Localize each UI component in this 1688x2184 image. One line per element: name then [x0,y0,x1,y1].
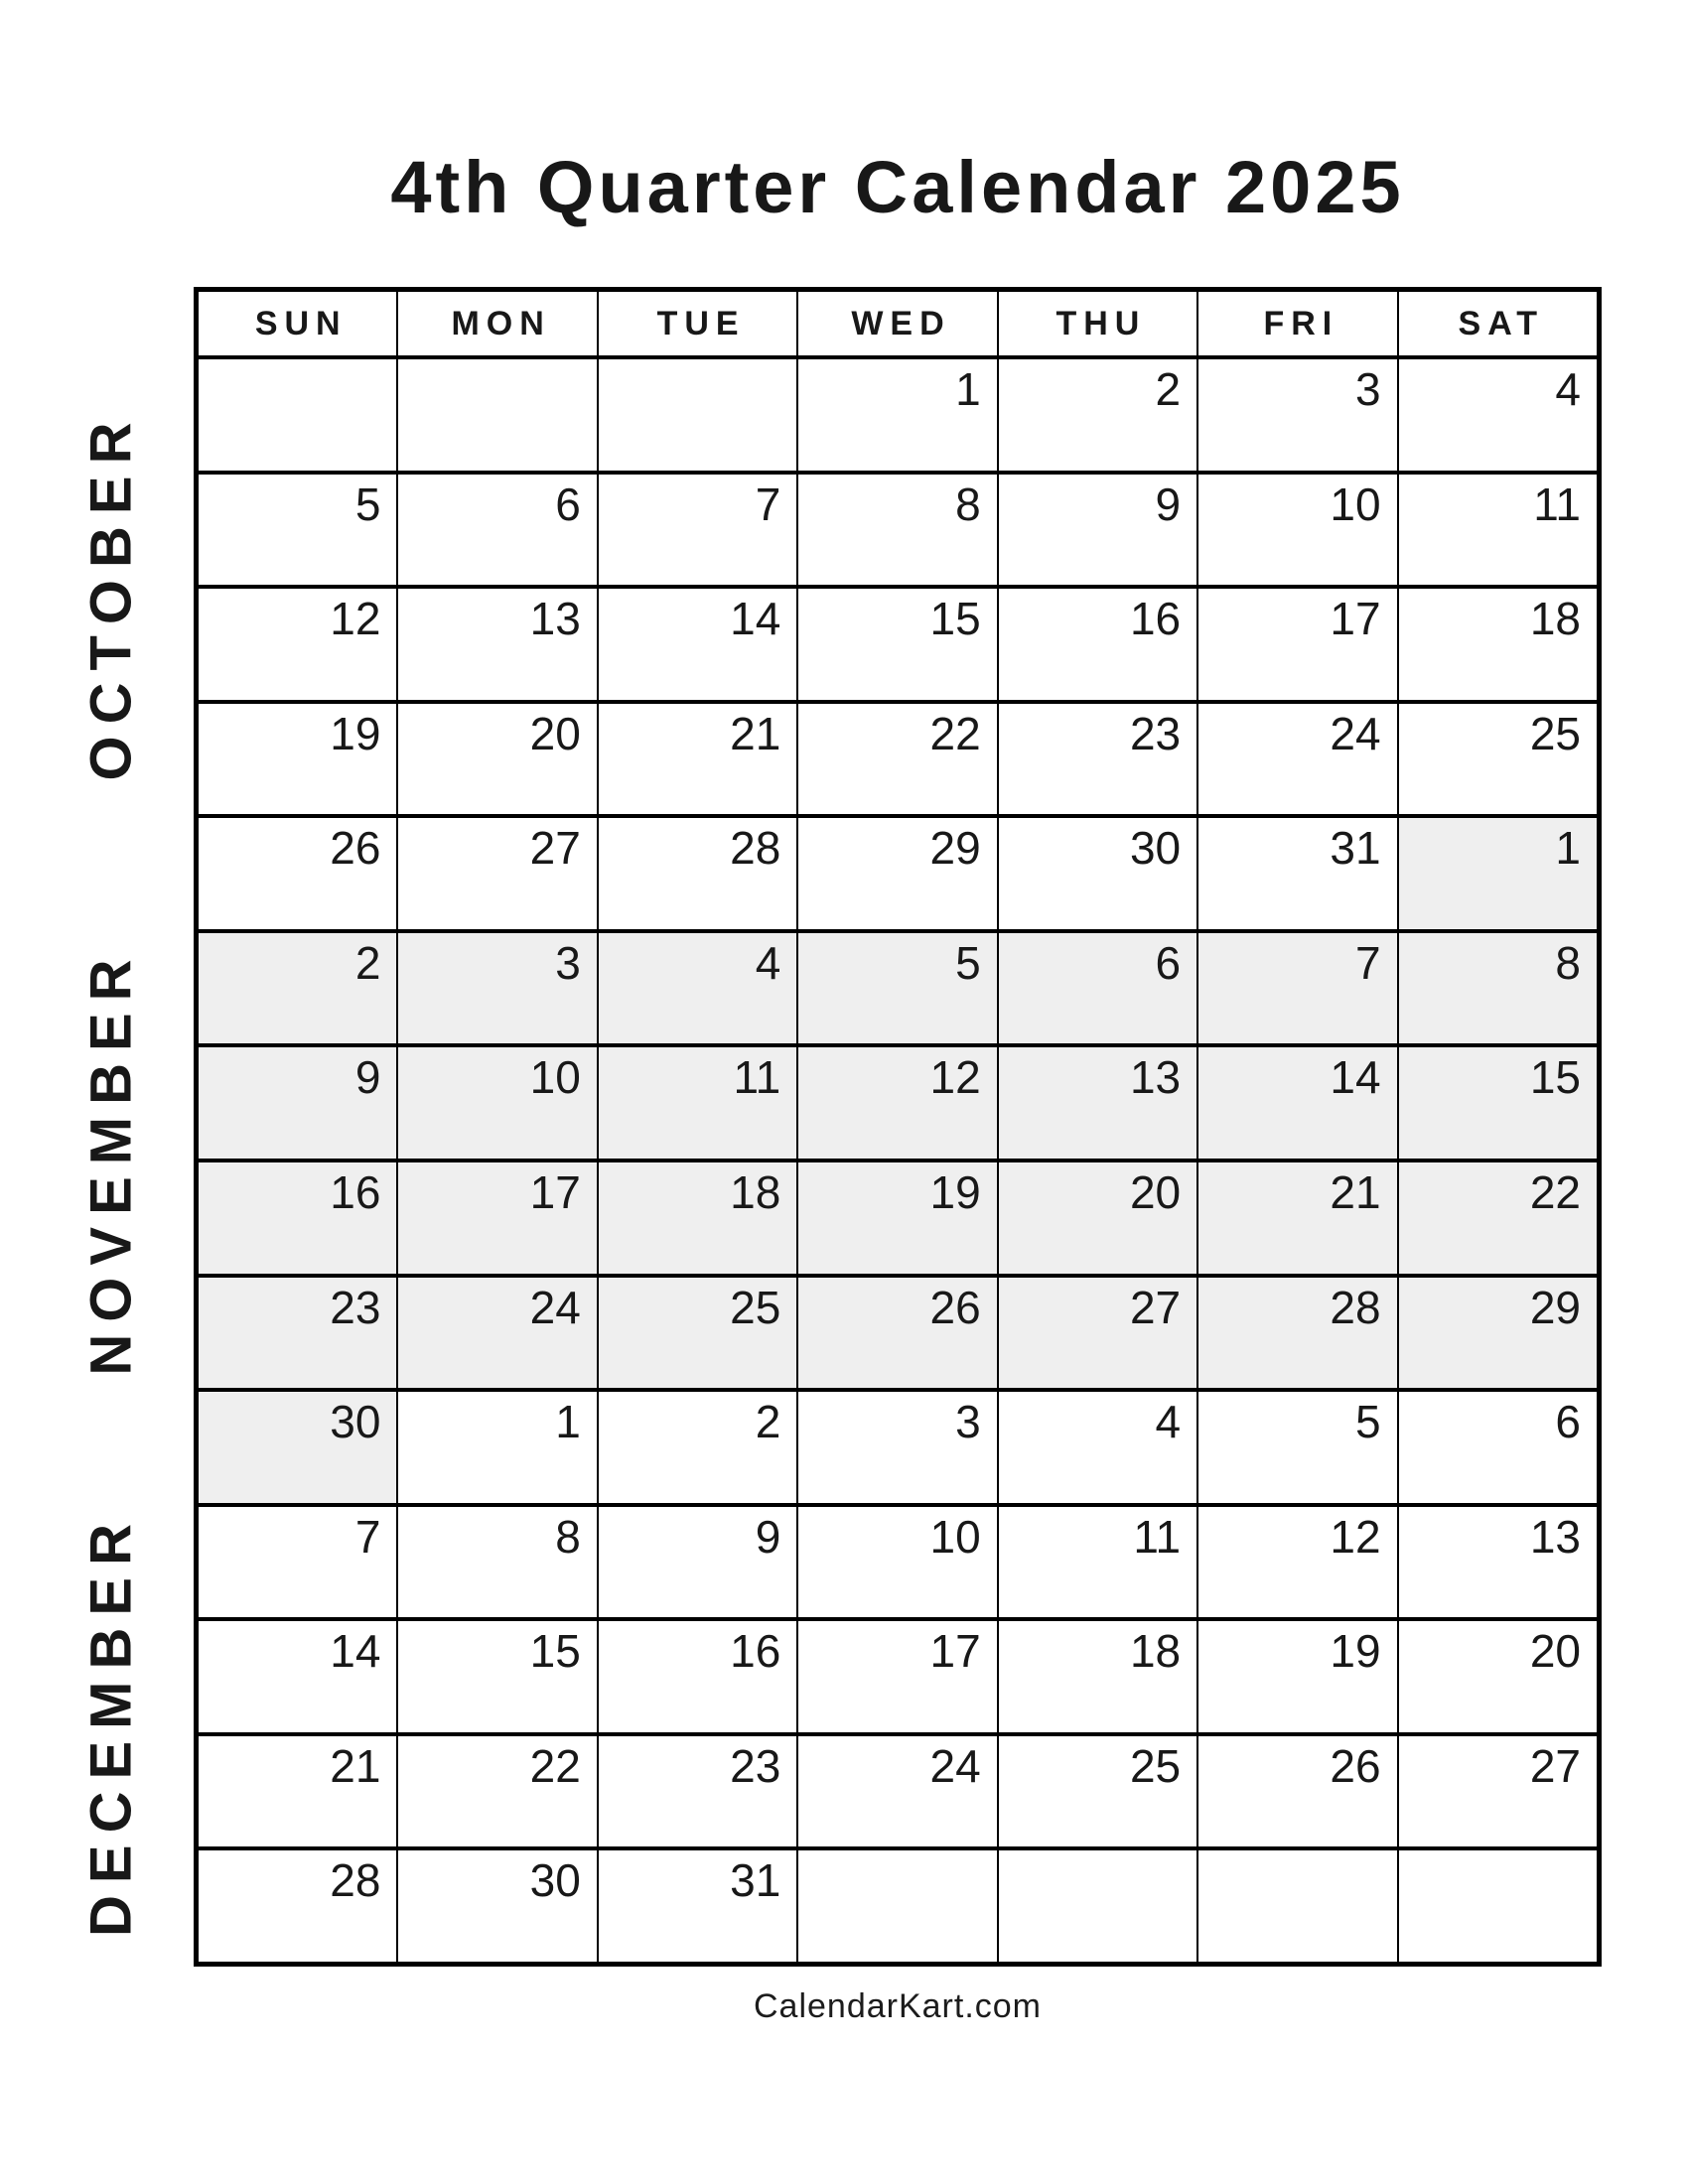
day-number: 14 [330,1625,381,1678]
day-number: 3 [1354,363,1381,415]
day-cell [199,359,396,471]
day-cell [999,933,1196,1044]
day-number: 29 [1529,1281,1581,1333]
day-cell [199,704,396,815]
day-number: 16 [730,1625,781,1678]
day-number: 18 [730,1165,781,1218]
day-cell [798,1162,996,1274]
day-number: 13 [1529,1510,1581,1563]
day-number: 24 [1330,707,1381,759]
day-cell [999,359,1196,471]
day-number: 19 [1330,1625,1381,1678]
day-cell [599,704,796,815]
day-cell [798,475,996,586]
day-number: 16 [1129,593,1182,645]
day-cell [199,1507,396,1618]
day-cell [199,1621,396,1732]
weekday-header-thu: THU [999,292,1196,355]
day-number: 24 [529,1281,581,1333]
day-cell [999,475,1196,586]
day-number: 23 [1129,707,1182,759]
day-number: 9 [755,1510,781,1563]
day-cell [1198,1278,1396,1389]
day-number: 4 [755,936,781,989]
day-number: 6 [1155,936,1182,989]
day-cell [999,1278,1196,1389]
day-number: 26 [1330,1739,1381,1792]
day-number: 26 [330,822,381,875]
day-cell [398,933,596,1044]
day-number: 30 [330,1396,381,1448]
day-cell [398,704,596,815]
day-number: 27 [1129,1281,1182,1333]
day-number: 11 [1133,1510,1182,1563]
day-cell [1198,1736,1396,1847]
day-cell [199,1278,396,1389]
day-cell [398,359,596,471]
day-cell [798,704,996,815]
day-number: 5 [1354,1396,1381,1448]
month-label-december: DECEMBER [78,1512,144,1937]
weekday-header-sat: SAT [1399,292,1597,355]
day-number: 17 [929,1625,981,1678]
day-number: 6 [555,478,581,530]
day-number: 4 [1155,1396,1182,1448]
day-cell [398,1507,596,1618]
day-cell [999,1850,1196,1962]
day-number: 9 [354,1051,381,1104]
day-number: 22 [529,1739,581,1792]
day-cell [1399,1162,1597,1274]
day-cell [199,818,396,929]
day-cell [798,933,996,1044]
day-cell [1399,1736,1597,1847]
day-number: 28 [330,1854,381,1907]
day-cell [999,1392,1196,1503]
weekday-header-sun: SUN [199,292,396,355]
day-number: 13 [1129,1051,1182,1104]
day-number: 10 [1330,478,1381,530]
day-number: 25 [1529,707,1581,759]
day-number: 7 [1354,936,1381,989]
day-cell [798,1850,996,1962]
day-cell [398,475,596,586]
day-number: 4 [1555,363,1581,415]
day-number: 30 [1129,822,1182,875]
day-cell [398,1162,596,1274]
day-cell [599,1392,796,1503]
month-label-october: OCTOBER [78,410,144,781]
day-cell [599,589,796,700]
day-cell [1399,359,1597,471]
day-cell [599,1621,796,1732]
day-cell [599,1278,796,1389]
day-cell [1399,589,1597,700]
day-cell [1198,1162,1396,1274]
day-number: 3 [955,1396,981,1448]
day-cell [398,589,596,700]
day-number: 28 [730,822,781,875]
day-number: 2 [755,1396,781,1448]
day-number: 20 [1529,1625,1581,1678]
day-cell [1198,933,1396,1044]
weekday-header-wed: WED [798,292,996,355]
day-number: 22 [929,707,981,759]
day-number: 8 [555,1510,581,1563]
day-cell [199,1047,396,1159]
day-cell [798,359,996,471]
day-cell [1399,704,1597,815]
day-cell [999,818,1196,929]
day-number: 15 [929,593,981,645]
day-cell [599,1850,796,1962]
day-cell [798,818,996,929]
day-cell [1198,704,1396,815]
day-number: 31 [1330,822,1381,875]
weekday-header-tue: TUE [599,292,796,355]
day-number: 14 [1330,1051,1381,1104]
day-cell [599,1047,796,1159]
footer-branding: CalendarKart.com [753,1987,1042,2025]
day-cell [398,1047,596,1159]
day-number: 1 [1555,822,1581,875]
day-cell [999,704,1196,815]
day-number: 21 [330,1739,381,1792]
day-cell [1399,933,1597,1044]
day-cell [599,933,796,1044]
day-number: 12 [1330,1510,1381,1563]
day-number: 5 [955,936,981,989]
day-cell [798,589,996,700]
day-cell [199,1850,396,1962]
day-cell [999,1621,1196,1732]
day-cell [1399,475,1597,586]
day-number: 16 [330,1165,381,1218]
day-number: 25 [730,1281,781,1333]
day-cell [599,1162,796,1274]
day-number: 2 [1155,363,1182,415]
month-label-november: NOVEMBER [78,947,144,1376]
day-cell [1198,1621,1396,1732]
day-number: 28 [1330,1281,1381,1333]
day-cell [199,933,396,1044]
day-cell [798,1392,996,1503]
day-cell [1399,1850,1597,1962]
page-title: 4th Quarter Calendar 2025 [390,146,1405,228]
day-number: 1 [555,1396,581,1448]
day-number: 8 [955,478,981,530]
day-cell [999,1162,1196,1274]
day-number: 17 [1330,593,1381,645]
day-cell [1198,818,1396,929]
day-number: 14 [730,593,781,645]
day-number: 30 [529,1854,581,1907]
day-cell [1198,1047,1396,1159]
day-number: 11 [1533,478,1581,530]
day-cell [199,1162,396,1274]
day-cell [1198,589,1396,700]
day-number: 21 [730,707,781,759]
weekday-header-fri: FRI [1198,292,1396,355]
day-number: 21 [1330,1165,1381,1218]
day-cell [599,475,796,586]
day-number: 13 [529,593,581,645]
day-number: 18 [1529,593,1581,645]
day-cell [1198,475,1396,586]
day-number: 10 [929,1510,981,1563]
day-cell [199,589,396,700]
day-number: 24 [929,1739,981,1792]
day-cell [798,1621,996,1732]
day-cell [1198,359,1396,471]
day-cell [1198,1392,1396,1503]
day-cell [1399,1507,1597,1618]
day-cell [599,1736,796,1847]
day-cell [599,818,796,929]
day-number: 23 [330,1281,381,1333]
day-number: 22 [1529,1165,1581,1218]
day-cell [398,818,596,929]
day-cell [199,1392,396,1503]
day-number: 26 [929,1281,981,1333]
day-number: 15 [1529,1051,1581,1104]
day-cell [999,1047,1196,1159]
day-number: 12 [330,593,381,645]
day-cell [798,1278,996,1389]
day-cell [1399,1392,1597,1503]
day-cell [599,359,796,471]
day-cell [1399,818,1597,929]
day-number: 17 [529,1165,581,1218]
day-number: 7 [354,1510,381,1563]
day-cell [398,1850,596,1962]
day-number: 15 [529,1625,581,1678]
day-number: 27 [529,822,581,875]
day-cell [798,1047,996,1159]
day-number: 11 [733,1051,781,1104]
day-cell [398,1736,596,1847]
day-number: 29 [929,822,981,875]
day-cell [199,1736,396,1847]
day-number: 12 [929,1051,981,1104]
day-number: 18 [1129,1625,1182,1678]
day-number: 19 [929,1165,981,1218]
day-cell [1399,1621,1597,1732]
day-cell [999,589,1196,700]
day-number: 19 [330,707,381,759]
day-number: 31 [730,1854,781,1907]
day-number: 10 [529,1051,581,1104]
day-number: 25 [1129,1739,1182,1792]
day-number: 6 [1555,1396,1581,1448]
day-cell [398,1278,596,1389]
day-number: 1 [955,363,981,415]
day-number: 5 [354,478,381,530]
day-number: 8 [1555,936,1581,989]
day-cell [398,1621,596,1732]
day-cell [798,1736,996,1847]
day-cell [999,1736,1196,1847]
day-number: 23 [730,1739,781,1792]
day-number: 20 [529,707,581,759]
day-cell [1399,1278,1597,1389]
day-number: 7 [755,478,781,530]
day-number: 2 [354,936,381,989]
day-number: 9 [1155,478,1182,530]
day-number: 27 [1529,1739,1581,1792]
day-cell [398,1392,596,1503]
calendar-grid [194,287,1602,1967]
day-number: 20 [1129,1165,1182,1218]
day-cell [1198,1507,1396,1618]
weekday-header-mon: MON [398,292,596,355]
day-cell [199,475,396,586]
day-cell [999,1507,1196,1618]
day-cell [1399,1047,1597,1159]
day-number: 3 [555,936,581,989]
day-cell [1198,1850,1396,1962]
day-cell [599,1507,796,1618]
day-cell [798,1507,996,1618]
